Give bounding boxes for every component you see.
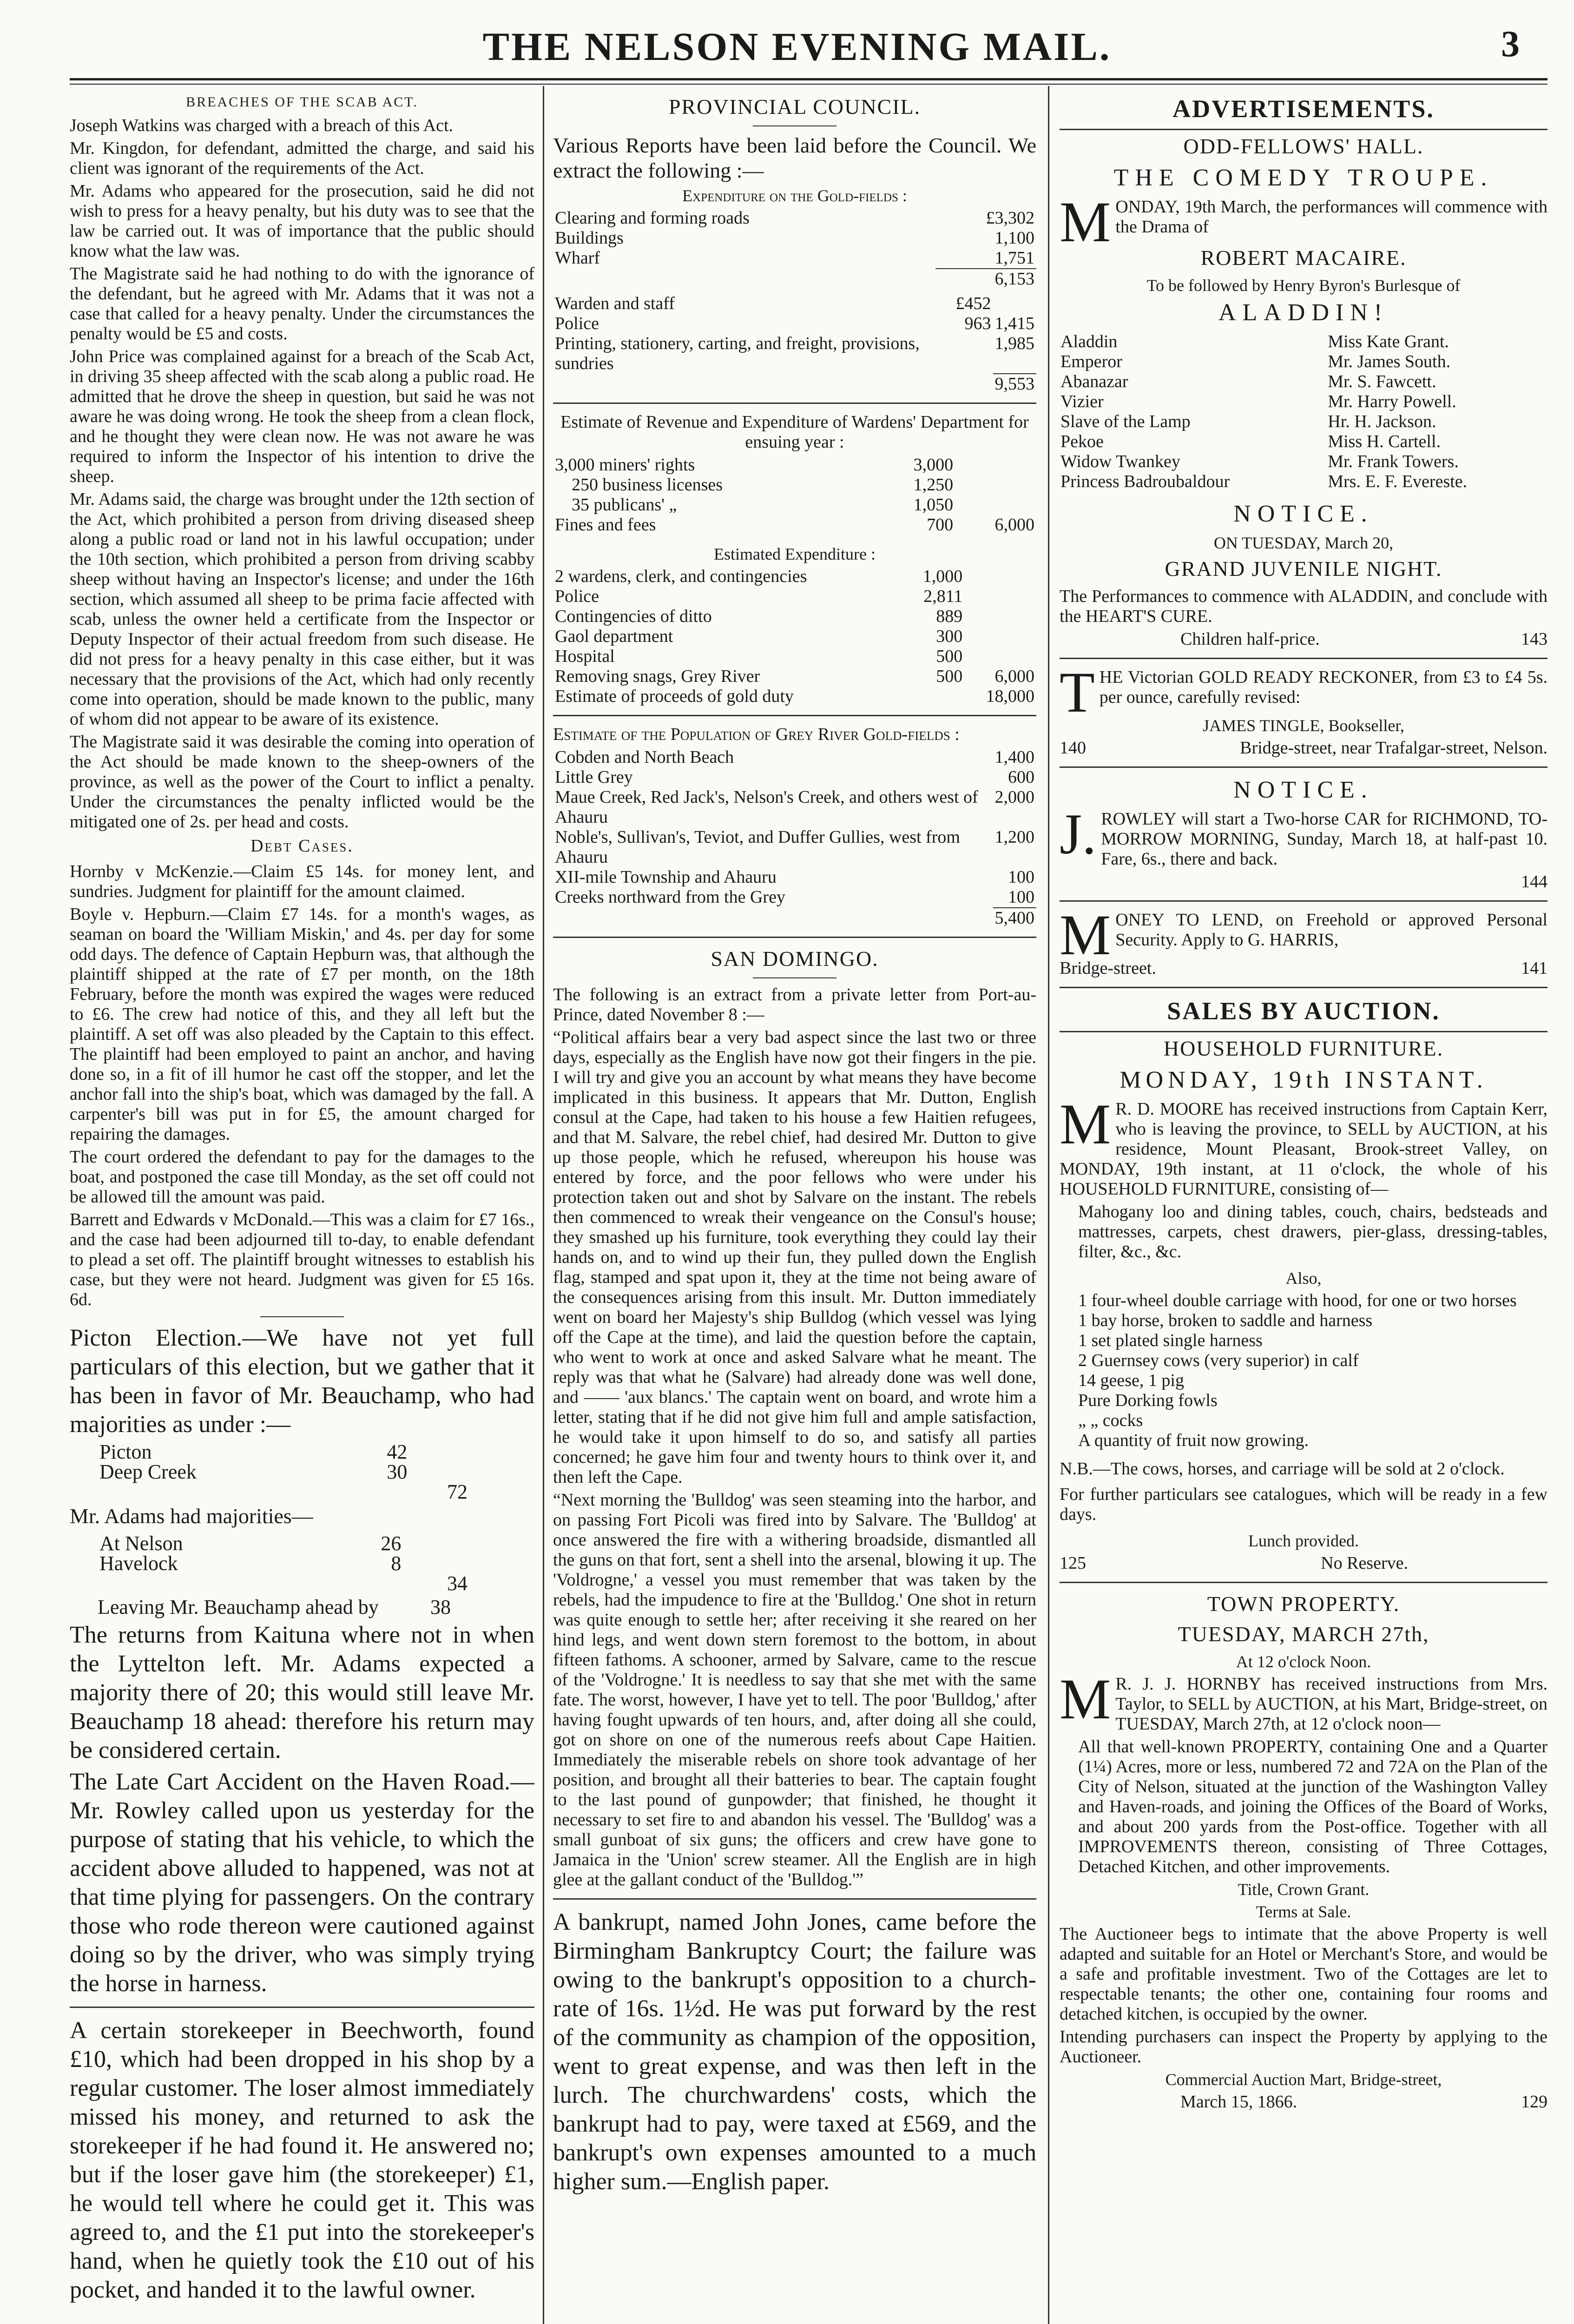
item: Removing snags, Grey River bbox=[555, 667, 760, 686]
count: 100 bbox=[1008, 887, 1034, 907]
drop-cap: T bbox=[1060, 660, 1095, 724]
table-row bbox=[553, 647, 1036, 667]
scab-heading: BREACHES OF THE SCAB ACT. bbox=[186, 94, 418, 110]
item: 35 publicans' „ bbox=[572, 495, 677, 515]
debt-article bbox=[70, 862, 534, 1310]
amount: 1,985 bbox=[994, 334, 1034, 353]
also-item: A quantity of fruit now growing. bbox=[1078, 1431, 1309, 1450]
scab-paragraph: The Magistrate said he had nothing to do with the ignorance of the defendant, but he agreed with Mr. Adams that it was not a case that called for a heavy penalty. Under the circumstances the penalty would be £5 and costs. bbox=[70, 264, 534, 343]
table-row bbox=[553, 687, 1036, 706]
role: Vizier bbox=[1060, 392, 1104, 411]
table-row bbox=[553, 767, 1036, 787]
table-row bbox=[553, 908, 1036, 928]
ad-number: 144 bbox=[1521, 872, 1548, 891]
money-text: ONEY TO LEND, on Freehold or approved Personal Security. Apply to G. HARRIS, bbox=[1115, 910, 1548, 950]
juvenile-night: GRAND JUVENILE NIGHT. bbox=[1165, 557, 1442, 581]
debt-paragraph: Boyle v. Hepburn.—Claim £7 14s. for a month's wages, as seaman on board the 'William Miskin,' and 4s. per day for some odd days. The defence of Captain Hepburn was, that although the plaintiff shipped at the rate of £7 per month, on the 18th February, before the month was expired the wages were reduced to £6. The crew had notice of this, and they all left but the plaintiff. A set off was also pleaded by the Captain to this effect. The plaintiff had been employed to paint an anchor, and having done so, in a fit of ill humor he cast off the stopper, and let the anchor fall into the ship's boat, which was damaged by the fall. A carpenter's bill was put in for £5, the amount charged for repairing the damages. bbox=[70, 905, 534, 1144]
also-line: Also, bbox=[1285, 1269, 1322, 1287]
council-intro: Various Reports have been laid before the Council. We extract the following :— bbox=[553, 133, 1036, 182]
date-line bbox=[1060, 2092, 1548, 2112]
san-domingo-paragraph: “Next morning the 'Bulldog' was seen steaming into the harbor, and on passing Fort Picoli was fired into by Salvare. The 'Bulldog' at once answered the fire with a withering broadside, dismantled all the guns on that fort, sent a shell into the arsenal, blowing it up. The 'Voldrogne,' a vessel you must remember that was taken by the rebels, had the impudence to fire at the 'Bulldog.' One shot in return was quite enough to settle her; after receiving it she reared on her hind legs, and went down stern foremost to the bottom, in about fifteen fathoms. A schooner, armed by Salvare, came to the rescue of the 'Voldrogne.' It is needless to say that she met with the same fate. The worst, however, I have yet to tell. The poor 'Bulldog,' after having fought upwards of ten hours, and, after doing all she could, got on shore on one of the numerous reefs about Cape Haitien. Immediately the miserable rebels on shore took advantage of her position, and brought all their batteries to bear. The captain fought to the last pound of gunpowder; that finished, he thought it necessary to set fire to and abandon his vessel. The 'Bulldog' was a small gunboat of six guns; the officers and crew have gone to Jamaica in the 'Union' screw steamer. All the English are in high glee at the gallant conduct of the 'Bulldog.'” bbox=[553, 1490, 1036, 1889]
nb-text: N.B.—The cows, horses, and carriage will be sold at 2 o'clock. bbox=[1060, 1459, 1505, 1479]
amount: 6,000 bbox=[994, 667, 1034, 686]
table-row bbox=[553, 495, 1036, 515]
population-table bbox=[553, 747, 1036, 928]
tuesday-27-heading: TUESDAY, MARCH 27th, bbox=[1178, 1622, 1429, 1646]
cast-list bbox=[1060, 332, 1548, 492]
column-divider bbox=[543, 86, 544, 2324]
scab-paragraph: The Magistrate said it was desirable the coming into operation of the Act should be made known to the sheep-owners of the province, as well as the power of the Court to inflict a penalty. Under the circumstances the penalty inflicted would be the mitigated one of 2s. per head and costs. bbox=[70, 732, 534, 832]
bankrupt-paragraph: A bankrupt, named John Jones, came before the Birmingham Bankruptcy Court; the failure was owing to the bankrupt's opposition to a church-rate of 16s. 1½d. He was put forward by the rest of the community as champion of the opposition, went to great expense, and was then left in the lurch. The churchwardens' costs, which the bankrupt had to pay, were taxed at £569, and the bankrupt's own expenses amounted to a much higher sum.—English paper. bbox=[553, 1909, 1036, 2195]
divider bbox=[1060, 900, 1548, 902]
item: 250 business licenses bbox=[572, 475, 723, 495]
amount bbox=[993, 294, 1037, 314]
amount bbox=[954, 334, 993, 374]
amount: 500 bbox=[936, 647, 963, 666]
sales-heading: SALES BY AUCTION. bbox=[1167, 997, 1440, 1025]
divider bbox=[1060, 658, 1548, 659]
amount: £452 bbox=[955, 294, 991, 313]
actor: Miss Kate Grant. bbox=[1328, 332, 1449, 351]
role: Widow Twankey bbox=[1060, 452, 1180, 471]
amount: 1,050 bbox=[913, 495, 954, 515]
drop-cap: M bbox=[1060, 190, 1111, 254]
tingle-line: JAMES TINGLE, Bookseller, bbox=[1203, 716, 1404, 735]
divider bbox=[553, 403, 1036, 404]
drop-cap: M bbox=[1060, 1092, 1111, 1156]
children-text: Children half-price. bbox=[1180, 629, 1320, 649]
amount: 500 bbox=[936, 667, 963, 686]
table-row bbox=[553, 294, 1036, 314]
item: 2 wardens, clerk, and contingencies bbox=[555, 567, 807, 586]
cart-accident-paragraph: The Late Cart Accident on the Haven Road.—Mr. Rowley called upon us yesterday for the purpose of stating that his vehicle, to which the accident above alluded to happened, was not at that time plying for passengers. On the contrary those who rode thereon were cautioned against doing so by the driver, who was simply trying the horse in harness. bbox=[70, 1769, 534, 1997]
item: 3,000 miners' rights bbox=[555, 455, 695, 475]
amount bbox=[955, 475, 1036, 495]
monday-text: ONDAY, 19th March, the performances will commence with the Drama of bbox=[1115, 197, 1548, 237]
amount: 18,000 bbox=[986, 687, 1034, 706]
actor: Mr. James South. bbox=[1328, 352, 1451, 371]
reserve-text: No Reserve. bbox=[1321, 1553, 1408, 1573]
reckoner-ad bbox=[1060, 660, 1548, 724]
table-row bbox=[553, 208, 1036, 228]
divider bbox=[753, 977, 836, 978]
ad-number: 140 bbox=[1060, 738, 1086, 758]
drop-cap: M bbox=[1060, 1667, 1111, 1731]
item: XII-mile Township and Ahauru bbox=[555, 867, 777, 887]
furniture-list: Mahogany loo and dining tables, couch, chairs, bedsteads and mattresses, carpets, chest drawers, pier-glass, dressing-tables, filter, &c., &c. bbox=[1078, 1202, 1548, 1261]
place: Havelock bbox=[99, 1552, 178, 1575]
bankrupt-article bbox=[553, 1908, 1036, 2196]
amount bbox=[964, 567, 1036, 587]
mart-line: Commercial Auction Mart, Bridge-street, bbox=[1165, 2070, 1442, 2089]
table-row bbox=[1060, 392, 1548, 412]
followed-by: To be followed by Henry Byron's Burlesque of bbox=[1146, 276, 1461, 295]
catalogues-text: For further particulars see catalogues, which will be ready in a few days. bbox=[1060, 1485, 1548, 1524]
scab-paragraph: Mr. Kingdon, for defendant, admitted the charge, and said his client was ignorant of the requirements of the Act. bbox=[70, 139, 534, 178]
ad-number: 143 bbox=[1521, 629, 1548, 649]
estimate-heading: Estimate of Revenue and Expenditure of Wardens' Department for ensuing year : bbox=[560, 412, 1029, 452]
amount bbox=[964, 627, 1036, 647]
amount: 1,415 bbox=[994, 314, 1034, 333]
table-row bbox=[553, 228, 1036, 248]
subtotal: 6,153 bbox=[935, 269, 1036, 289]
role: Emperor bbox=[1060, 352, 1122, 371]
adams-intro: Mr. Adams had majorities— bbox=[70, 1504, 313, 1528]
san-domingo-paragraph: “Political affairs bear a very bad aspect since the last two or three days, especially as the English have now got their fingers in the pie. I will try and give you an account by what means they have become implicated in this business. It appears that Mr. Dutton, English consul at the Cape, had taken to his house a few Haitien refugees, and that M. Salvare, the rebel chief, had desired Mr. Dutton to give up those people, which he refused, whereupon his house was entered by force, and the poor fellows who were under his protection taken out and shot by Salvare on the instant. The rebels then commenced to wreak their vengeance on the Consul's house; they smashed up his furniture, took everything they could lay their hands on, and to wind up their fun, they pulled down the English flag, stamped and spat upon it, they at the time not being aware of the consequences arising from this insult. Mr. Dutton immediately went on board her Majesty's ship Bulldog (which vessel was lying off the Cape at the time), and laid the question before the captain, who went to work at once and asked Salvare what he meant. The reply was that what he (Salvare) had already done was well done, and —— 'aux blancs.' The captain went on board, and wrote him a letter, stating that if he did not give him full and ample satisfaction, he would take it upon himself to do so, and satisfy all parties concerned; he gave him four and twenty hours to think over it, and then left the Cape. bbox=[553, 1028, 1036, 1487]
intending-text: Intending purchasers can inspect the Property by applying to the Auctioneer. bbox=[1060, 2027, 1548, 2067]
amount: 1,000 bbox=[922, 567, 963, 586]
column-divider bbox=[1048, 86, 1049, 2324]
table-row bbox=[553, 607, 1036, 627]
place: Picton bbox=[99, 1440, 152, 1463]
performances-text: The Performances to commence with ALADDIN, and conclude with the HEART'S CURE. bbox=[1060, 587, 1548, 626]
scab-paragraph: Mr. Adams said, the charge was brought under the 12th section of the Act, which prohibited a person from driving diseased sheep along a public road or land not in his lawful occupation; under the 10th section, which prohibited a person from driving scabby sheep without having an Inspector's license; and under the 16th section, which assumed all sheep to be prima facie affected with scab, unless the owner held a certificate from the Inspector or Deputy Inspector of their actual freedom from such disease. He did not press for a heavy penalty in this case either, but it was necessary that the provisions of the Act, which had only recently come into operation, should be made known to the public, many of whom did not appear to be aware of its existence. bbox=[70, 489, 534, 729]
actor: Miss H. Cartell. bbox=[1328, 432, 1441, 451]
also-item: „ „ cocks bbox=[1078, 1411, 1143, 1430]
divider bbox=[553, 937, 1036, 938]
item: Hospital bbox=[555, 647, 615, 666]
ahead-count: 38 bbox=[430, 1596, 451, 1618]
item: Printing, stationery, carting, and freight, provisions, sundries bbox=[555, 334, 920, 373]
masthead bbox=[70, 19, 1524, 74]
amount: 6,000 bbox=[994, 515, 1034, 535]
debt-heading: Debt Cases. bbox=[250, 836, 354, 856]
item: Cobden and North Beach bbox=[555, 747, 734, 767]
advertisements-heading: ADVERTISEMENTS. bbox=[1172, 95, 1435, 123]
amount: 3,000 bbox=[913, 455, 954, 475]
divider bbox=[553, 715, 1036, 716]
divider bbox=[1060, 1031, 1548, 1032]
divider bbox=[1060, 766, 1548, 768]
column-2 bbox=[553, 91, 1036, 2324]
table-row bbox=[1060, 352, 1548, 372]
amount bbox=[964, 647, 1036, 667]
scab-paragraph: John Price was complained against for a breach of the Scab Act, in driving 35 sheep affected with the scab along a public road. He admitted that he drove the sheep in question, but said he was not aware he was doing wrong. He took the sheep from a clean flock, and he thought they were clean now. He was not aware he was required to inform the Inspector of his intention to drive the sheep. bbox=[70, 347, 534, 486]
item: Warden and staff bbox=[555, 294, 675, 313]
ad-number: 125 bbox=[1060, 1553, 1086, 1573]
monday-19-heading: MONDAY, 19th INSTANT. bbox=[1120, 1067, 1488, 1093]
item: Maue Creek, Red Jack's, Nelson's Creek, and others west of Ahauru bbox=[555, 787, 978, 827]
role: Pekoe bbox=[1060, 432, 1104, 451]
tuesday-line: ON TUESDAY, March 20, bbox=[1213, 534, 1394, 552]
count: 600 bbox=[1008, 767, 1034, 787]
picton-intro: Picton Election.—We have not yet full particulars of this election, but we gather that it has been in favor of Mr. Beauchamp, who had majorities as under :— bbox=[70, 1325, 534, 1438]
amount bbox=[964, 587, 1036, 607]
table-row bbox=[553, 747, 1036, 767]
total: 9,553 bbox=[993, 374, 1037, 394]
table-row bbox=[553, 827, 1036, 867]
rowley-number-line bbox=[1060, 872, 1548, 892]
beauchamp-total: 72 bbox=[447, 1480, 468, 1503]
tingle-address bbox=[1060, 738, 1548, 758]
scab-article bbox=[70, 116, 534, 832]
actor: Mr. Harry Powell. bbox=[1328, 392, 1456, 411]
table-row bbox=[553, 269, 1036, 289]
table-row bbox=[98, 1462, 469, 1482]
san-domingo-heading: SAN DOMINGO. bbox=[711, 947, 879, 971]
estimated-expenditure-heading: Estimated Expenditure : bbox=[714, 545, 876, 563]
item: Fines and fees bbox=[555, 515, 656, 535]
actor: Mr. S. Fawcett. bbox=[1328, 372, 1436, 391]
auctioneer-text: The Auctioneer begs to intimate that the above Property is well adapted and suitable for an Hotel or Merchant's Store, and would be a safe and profitable investment. Two of the Cottages are let to respectable tenants; the other one, containing four rooms and detached kitchen, is occupied by the owner. bbox=[1060, 1924, 1548, 2024]
also-item: 2 Guernsey cows (very superior) in calf bbox=[1078, 1351, 1359, 1370]
amount: 1,250 bbox=[913, 475, 954, 495]
newspaper-title: THE NELSON EVENING MAIL. bbox=[482, 24, 1112, 69]
place: Deep Creek bbox=[99, 1460, 197, 1483]
table-row bbox=[98, 1533, 469, 1553]
amount bbox=[955, 455, 1036, 475]
debt-paragraph: Hornby v McKenzie.—Claim £5 14s. for money lent, and sundries. Judgment for plaintiff for the amount claimed. bbox=[70, 862, 534, 901]
reserve-line bbox=[1060, 1553, 1548, 1573]
item: Noble's, Sullivan's, Teviot, and Duffer Gullies, west from Ahauru bbox=[555, 827, 960, 867]
debt-paragraph: Barrett and Edwards v McDonald.—This was a claim for £7 16s., and the case had been adjourned till to-day, to enable defendant to plead a set off. The plaintiff brought witnesses to establish his case, but they were not heard. Judgment was given for £5 16s. 6d. bbox=[70, 1210, 534, 1309]
count: 100 bbox=[1008, 867, 1034, 887]
amount bbox=[964, 607, 1036, 627]
also-item: 1 bay horse, broken to saddle and harness bbox=[1078, 1311, 1373, 1330]
adams-table bbox=[98, 1533, 469, 1593]
item: Clearing and forming roads bbox=[555, 208, 750, 228]
divider bbox=[70, 2007, 534, 2008]
scab-paragraph: Mr. Adams who appeared for the prosecution, said he did not wish to press for a heavy penalty, but his duty was to see that the law be carried out. It was of importance that the public should know what the law was. bbox=[70, 181, 534, 261]
amount: 889 bbox=[936, 607, 963, 626]
table-row bbox=[98, 1553, 469, 1573]
role: Princess Badroubaldour bbox=[1060, 472, 1230, 491]
address-text: Bridge-street, near Trafalgar-street, Nelson. bbox=[1240, 738, 1548, 758]
san-domingo-article bbox=[553, 985, 1036, 1890]
moore-text: R. D. MOORE has received instructions from Captain Kerr, who is leaving the province, to SELL by AUCTION, at his residence, Mount Pleasant, Brook-street Valley, on MONDAY, 19th instant, at 11 o'clock, the whole of his HOUSEHOLD FURNITURE, consisting of— bbox=[1060, 1099, 1548, 1199]
divider bbox=[260, 1316, 344, 1317]
item: Estimate of proceeds of gold duty bbox=[555, 687, 794, 706]
hornby-text: R. J. J. HORNBY has received instructions from Mrs. Taylor, to SELL by AUCTION, at his Mart, Bridge-street, on TUESDAY, March 27th, at 12 o'clock noon— bbox=[1115, 1674, 1548, 1734]
amount bbox=[955, 495, 1036, 515]
expenditure-table-1 bbox=[553, 208, 1036, 289]
table-row bbox=[553, 667, 1036, 687]
drama-title: ROBERT MACAIRE. bbox=[1200, 246, 1407, 270]
table-row bbox=[553, 787, 1036, 827]
item: Creeks northward from the Grey bbox=[555, 887, 785, 907]
table-row bbox=[1060, 432, 1548, 452]
population-total: 5,400 bbox=[993, 908, 1037, 928]
expenditure-table-2 bbox=[553, 294, 1036, 394]
actor: Mrs. E. F. Evereste. bbox=[1328, 472, 1468, 491]
divider bbox=[1060, 1582, 1548, 1583]
amount: £3,302 bbox=[986, 208, 1034, 228]
count: 42 bbox=[387, 1440, 408, 1463]
notice-heading: NOTICE. bbox=[1233, 501, 1374, 527]
table-row bbox=[553, 334, 1036, 374]
table-row bbox=[1060, 412, 1548, 432]
count: 26 bbox=[381, 1532, 402, 1555]
terms-line: Terms at Sale. bbox=[1256, 1902, 1351, 1921]
moore-ad bbox=[1060, 1092, 1548, 1199]
amount: 1,100 bbox=[994, 228, 1034, 248]
aladdin-title: ALADDIN! bbox=[1218, 299, 1389, 326]
item: Contingencies of ditto bbox=[555, 607, 712, 626]
table-row bbox=[98, 1442, 469, 1462]
divider bbox=[1060, 129, 1548, 130]
role: Slave of the Lamp bbox=[1060, 412, 1191, 431]
population-heading: Estimate of the Population of Grey River Gold-fields : bbox=[553, 725, 960, 744]
item: Wharf bbox=[555, 248, 600, 268]
count: 30 bbox=[387, 1460, 408, 1483]
table-row bbox=[553, 515, 1036, 535]
picton-election bbox=[70, 1324, 534, 1998]
masthead-rule bbox=[70, 78, 1548, 80]
table-row bbox=[98, 1573, 469, 1593]
notice-heading: NOTICE. bbox=[1233, 777, 1374, 803]
council-heading: PROVINCIAL COUNCIL. bbox=[668, 95, 921, 119]
money-ad bbox=[1060, 903, 1548, 967]
scab-paragraph: Joseph Watkins was charged with a breach of this Act. bbox=[70, 116, 454, 135]
storekeeper-paragraph: A certain storekeeper in Beechworth, found £10, which had been dropped in his shop by a regular customer. The loser almost immediately missed his money, and returned to ask the storekeeper if he had found it. He answered no; but if the loser gave him (the storekeeper) £1, he would tell where he could get it. This was agreed to, and the £1 put into the storekeeper's hand, when he quietly took the £10 out of his pocket, and handed it to the lawful owner. bbox=[70, 2017, 534, 2303]
table-row bbox=[553, 248, 1036, 269]
adams-total: 34 bbox=[447, 1572, 468, 1595]
also-item: 1 four-wheel double carriage with hood, for one or two horses bbox=[1078, 1291, 1517, 1310]
also-items bbox=[1060, 1291, 1548, 1451]
count: 2,000 bbox=[994, 787, 1034, 807]
ahead-line bbox=[70, 1593, 534, 1621]
item: Police bbox=[555, 314, 599, 333]
hall-heading: ODD-FELLOWS' HALL. bbox=[1183, 134, 1424, 158]
amount bbox=[905, 687, 965, 706]
monday-ad bbox=[1060, 190, 1548, 254]
troupe-heading: THE COMEDY TROUPE. bbox=[1113, 165, 1494, 191]
divider bbox=[753, 125, 836, 126]
rowley-ad bbox=[1060, 802, 1548, 869]
lunch-line: Lunch provided. bbox=[1248, 1532, 1359, 1550]
san-domingo-paragraph: The following is an extract from a private letter from Port-au-Prince, dated November 8 :— bbox=[553, 985, 1036, 1024]
table-row bbox=[553, 627, 1036, 647]
property-description: All that well-known PROPERTY, containing One and a Quarter (1¼) Acres, more or less, numbered 72 and 72A on the Plan of the City of Nelson, situated at the junction of the Washington Valley and Haven-roads, and joining the Offices of the Board of Works, and about 200 yards from the Post-office. Together with all IMPROVEMENTS thereon, consisting of Three Cottages, Detached Kitchen, and other improvements. bbox=[1078, 1737, 1548, 1876]
table-row bbox=[553, 455, 1036, 475]
also-item: 14 geese, 1 pig bbox=[1078, 1371, 1184, 1390]
storekeeper-article bbox=[70, 2016, 534, 2304]
masthead-rule-thin bbox=[70, 84, 1548, 85]
count: 1,400 bbox=[994, 747, 1034, 767]
ad-number: 141 bbox=[1521, 958, 1548, 978]
town-property-heading: TOWN PROPERTY. bbox=[1207, 1592, 1400, 1616]
date-text: March 15, 1866. bbox=[1180, 2092, 1297, 2112]
title-line: Title, Crown Grant. bbox=[1238, 1880, 1370, 1899]
count: 8 bbox=[391, 1552, 402, 1575]
ad-number: 129 bbox=[1521, 2092, 1548, 2112]
drop-cap: M bbox=[1060, 903, 1111, 967]
table-row bbox=[553, 567, 1036, 587]
table-row bbox=[553, 314, 1036, 334]
table-row bbox=[1060, 472, 1548, 492]
amount: 963 bbox=[964, 314, 991, 333]
table-row bbox=[1060, 332, 1548, 352]
table-row bbox=[1060, 372, 1548, 392]
money-address bbox=[1060, 958, 1548, 978]
table-row bbox=[553, 475, 1036, 495]
page-number: 3 bbox=[1501, 24, 1520, 65]
debt-paragraph: The court ordered the defendant to pay for the damages to the boat, and postponed the case till Monday, as the set off could not be allowed till the amount was paid. bbox=[70, 1147, 534, 1207]
table-row bbox=[553, 867, 1036, 887]
divider bbox=[1060, 987, 1548, 988]
table-row bbox=[98, 1482, 469, 1502]
household-heading: HOUSEHOLD FURNITURE. bbox=[1163, 1037, 1444, 1060]
drop-cap: J. bbox=[1060, 802, 1097, 866]
amount: 1,751 bbox=[994, 248, 1034, 268]
noon-line: At 12 o'clock Noon. bbox=[1236, 1652, 1371, 1671]
also-item: Pure Dorking fowls bbox=[1078, 1391, 1218, 1410]
rowley-text: ROWLEY will start a Two-horse CAR for RICHMOND, TO-MORROW MORNING, Sunday, March 18, at half-past 10. Fare, 6s., there and back. bbox=[1101, 809, 1548, 869]
role: Aladdin bbox=[1060, 332, 1118, 351]
role: Abanazar bbox=[1060, 372, 1128, 391]
place: At Nelson bbox=[99, 1532, 183, 1555]
column-3 bbox=[1060, 91, 1548, 2324]
table-row bbox=[553, 374, 1036, 394]
divider bbox=[553, 1898, 1036, 1900]
table-row bbox=[1060, 452, 1548, 472]
also-item: 1 set plated single harness bbox=[1078, 1331, 1263, 1350]
table-row bbox=[553, 887, 1036, 908]
item: Police bbox=[555, 587, 599, 606]
amount: 300 bbox=[936, 627, 963, 646]
count: 1,200 bbox=[994, 827, 1034, 847]
amount: 2,811 bbox=[923, 587, 963, 606]
amount: 700 bbox=[927, 515, 954, 535]
item: Little Grey bbox=[555, 767, 633, 787]
children-line bbox=[1060, 629, 1548, 649]
actor: Mr. Frank Towers. bbox=[1328, 452, 1459, 471]
hornby-ad bbox=[1060, 1667, 1548, 1734]
item: Buildings bbox=[555, 228, 624, 248]
column-1 bbox=[70, 91, 534, 2324]
actor: Hr. H. Jackson. bbox=[1328, 412, 1436, 431]
expenditure-heading: Expenditure on the Gold-fields : bbox=[682, 186, 907, 205]
estimated-expenditure-table bbox=[553, 567, 1036, 706]
table-row bbox=[553, 587, 1036, 607]
ahead-label: Leaving Mr. Beauchamp ahead by bbox=[98, 1596, 379, 1618]
item: Gaol department bbox=[555, 627, 673, 646]
returns-paragraph: The returns from Kaituna where not in when the Lyttelton left. Mr. Adams expected a majority there of 20; this would still leave Mr. Beauchamp 18 ahead: therefore his return may be considered certain. bbox=[70, 1622, 534, 1763]
beauchamp-table bbox=[98, 1442, 469, 1502]
revenue-table bbox=[553, 455, 1036, 535]
address-text: Bridge-street. bbox=[1060, 958, 1156, 978]
reckoner-text: HE Victorian GOLD READY RECKONER, from £3 to £4 5s. per ounce, carefully revised: bbox=[1099, 667, 1548, 707]
